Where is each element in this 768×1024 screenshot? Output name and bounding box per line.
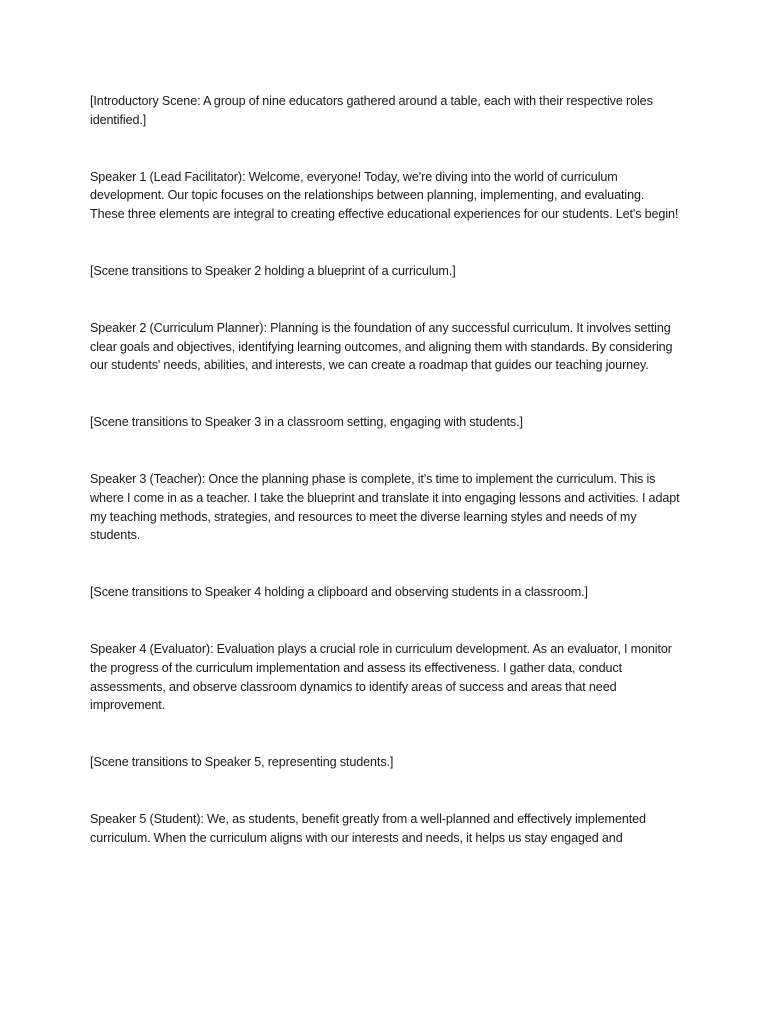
- speaker-3-paragraph: Speaker 3 (Teacher): Once the planning phase is complete, it's time to implement the curriculum. This is where I come in as a teacher. I take the blueprint and translate it into engaging lessons and activities. I adapt my teaching methods, strategies, and resources to meet the diverse learning styles and needs of my students.: [90, 471, 680, 543]
- scene-direction-speaker-4: [Scene transitions to Speaker 4 holding a clipboard and observing students in a classroom.]: [90, 585, 588, 600]
- speaker-2-paragraph: Speaker 2 (Curriculum Planner): Planning is the foundation of any successful curriculum. It involves setting clear goals and objectives, identifying learning outcomes, and aligning them with standards. By considering our students' needs, abilities, and interests, we can create a roadmap that guides our teaching journey.: [90, 320, 673, 373]
- speaker-5-paragraph: Speaker 5 (Student): We, as students, benefit greatly from a well-planned and effectively implemented curriculum. When the curriculum aligns with our interests and needs, it helps us stay engaged and: [90, 811, 646, 845]
- scene-direction-speaker-5: [Scene transitions to Speaker 5, representing students.]: [90, 755, 394, 770]
- scene-direction-speaker-2: [Scene transitions to Speaker 2 holding a blueprint of a curriculum.]: [90, 263, 456, 278]
- document-body: [90, 92, 680, 886]
- intro-scene-direction: [Introductory Scene: A group of nine educators gathered around a table, each with their respective roles identified.]: [90, 94, 653, 127]
- speaker-4-paragraph: Speaker 4 (Evaluator): Evaluation plays a crucial role in curriculum development. As an evaluator, I monitor the progress of the curriculum implementation and assess its effectiveness. I gather data, conduct assessments, and observe classroom dynamics to identify areas of success and areas that need improvement.: [90, 641, 672, 713]
- speaker-1-paragraph: Speaker 1 (Lead Facilitator): Welcome, everyone! Today, we're diving into the world of curriculum development. Our topic focuses on the relationships between planning, implementing, and evaluating. These three elements are integral to creating effective educational experiences for our students. Let's begin!: [90, 169, 679, 222]
- scene-direction-speaker-3: [Scene transitions to Speaker 3 in a classroom setting, engaging with students.]: [90, 415, 523, 430]
